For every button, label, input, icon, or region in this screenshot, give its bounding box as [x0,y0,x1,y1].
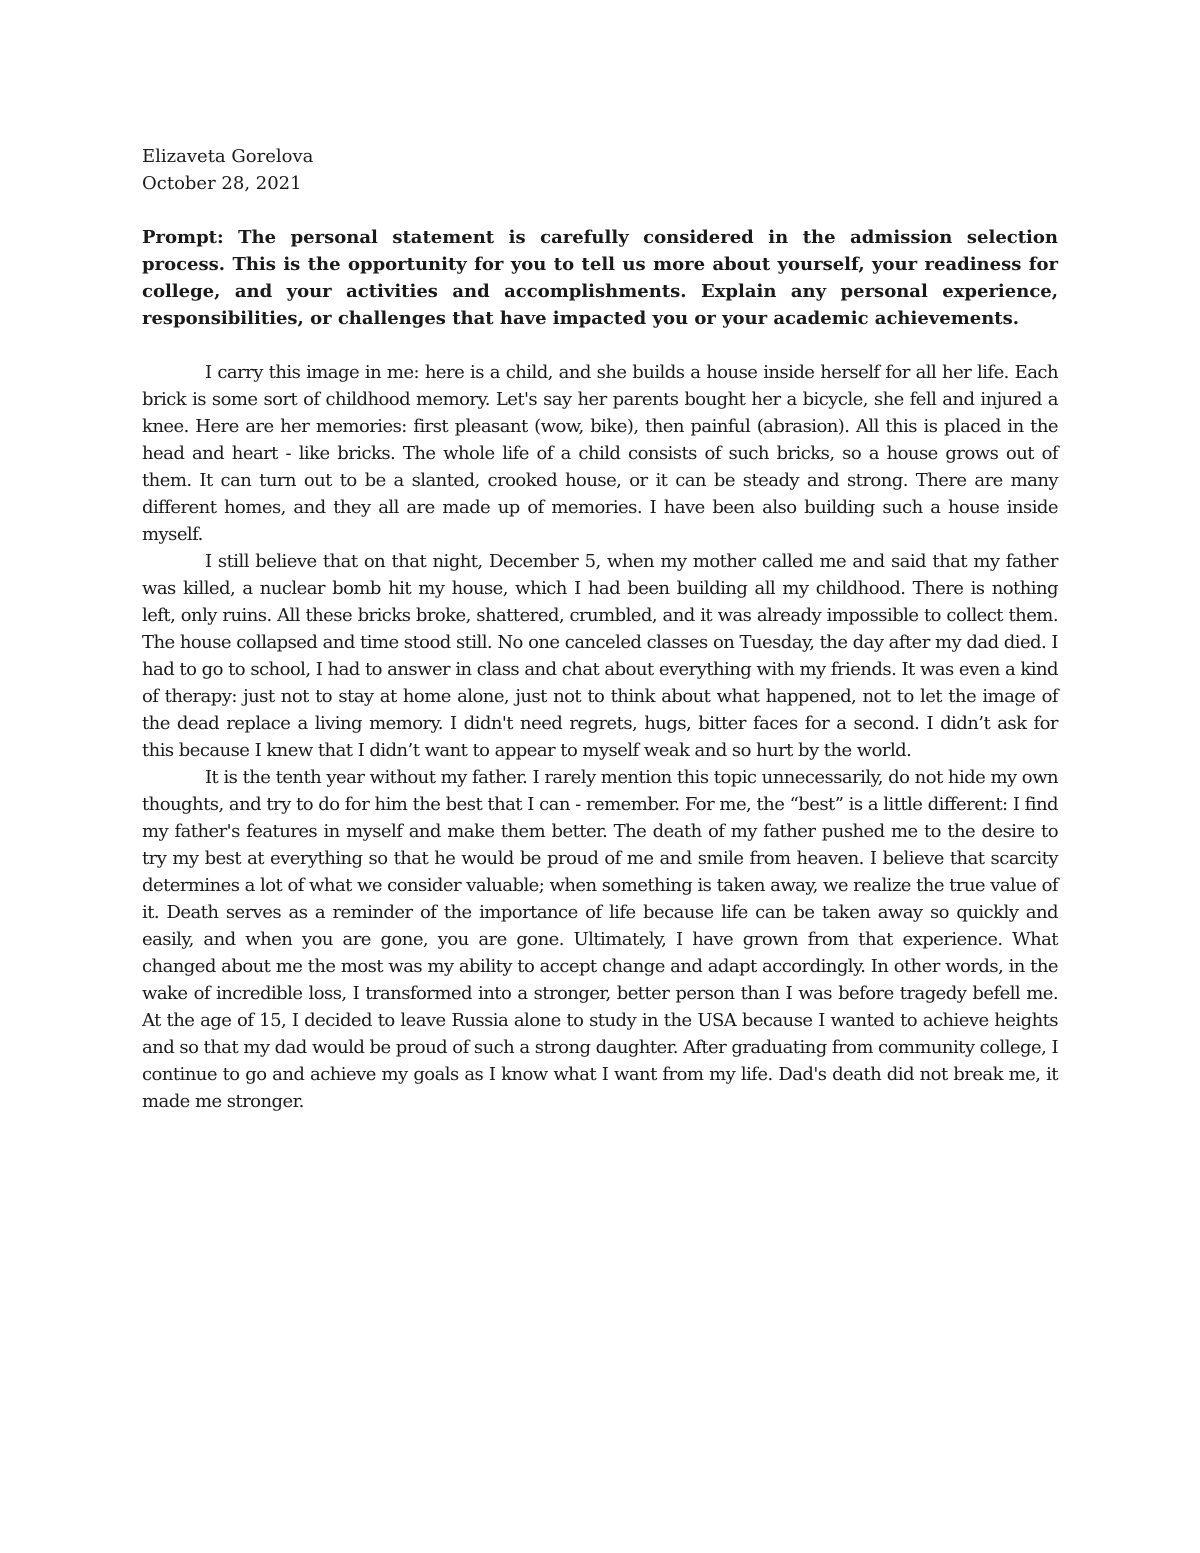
document-date: October 28, 2021 [142,173,302,194]
author-name: Elizaveta Gorelova [142,146,314,167]
document-content [142,143,1058,1115]
essay-paragraph-2: I still believe that on that night, December 5, when my mother called me and said that my father was killed, a nuclear bomb hit my house, which I had been building all my childhood. There is nothing left, only ruins. All these bricks broke, shattered, crumbled, and it was already impossible to collect them. The house collapsed and time stood still. No one canceled classes on Tuesday, the day after my dad died. I had to go to school, I had to answer in class and chat about everything with my friends. It was even a kind of therapy: just not to stay at home alone, just not to think about what happened, not to let the image of the dead replace a living memory. I didn't need regrets, hugs, bitter faces for a second. I didn’t ask for this because I knew that I didn’t want to appear to myself weak and so hurt by the world. [142,551,1058,761]
essay-paragraph-3: It is the tenth year without my father. I rarely mention this topic unnecessarily, do not hide my own thoughts, and try to do for him the best that I can - remember. For me, the “best” is a little different: I find my father's features in myself and make them better. The death of my father pushed me to the desire to try my best at everything so that he would be proud of me and smile from heaven. I believe that scarcity determines a lot of what we consider valuable; when something is taken away, we realize the true value of it. Death serves as a reminder of the importance of life because life can be taken away so quickly and easily, and when you are gone, you are gone. Ultimately, I have grown from that experience. What changed about me the most was my ability to accept change and adapt accordingly. In other words, in the wake of incredible loss, I transformed into a stronger, better person than I was before tragedy befell me. At the age of 15, I decided to leave Russia alone to study in the USA because I wanted to achieve heights and so that my dad would be proud of such a strong daughter. After graduating from community college, I continue to go and achieve my goals as I know what I want from my life. Dad's death did not break me, it made me stronger. [142,767,1058,1112]
prompt-text: The personal statement is carefully considered in the admission selection process. This is the opportunity for you to tell us more about yourself, your readiness for college, and your activities and accomplishments. Explain any personal experience, responsibilities, or challenges that have impacted you or your academic achievements. [142,227,1058,329]
prompt-label: Prompt: [142,227,224,248]
essay-prompt [142,224,1058,332]
essay-paragraph-1: I carry this image in me: here is a child, and she builds a house inside herself for all her life. Each brick is some sort of childhood memory. Let's say her parents bought her a bicycle, she fell and injured a knee. Here are her memories: first pleasant (wow, bike), then painful (abrasion). All this is placed in the head and heart - like bricks. The whole life of a child consists of such bricks, so a house grows out of them. It can turn out to be a slanted, crooked house, or it can be steady and strong. There are many different homes, and they all are made up of memories. I have been also building such a house inside myself. [142,362,1058,545]
